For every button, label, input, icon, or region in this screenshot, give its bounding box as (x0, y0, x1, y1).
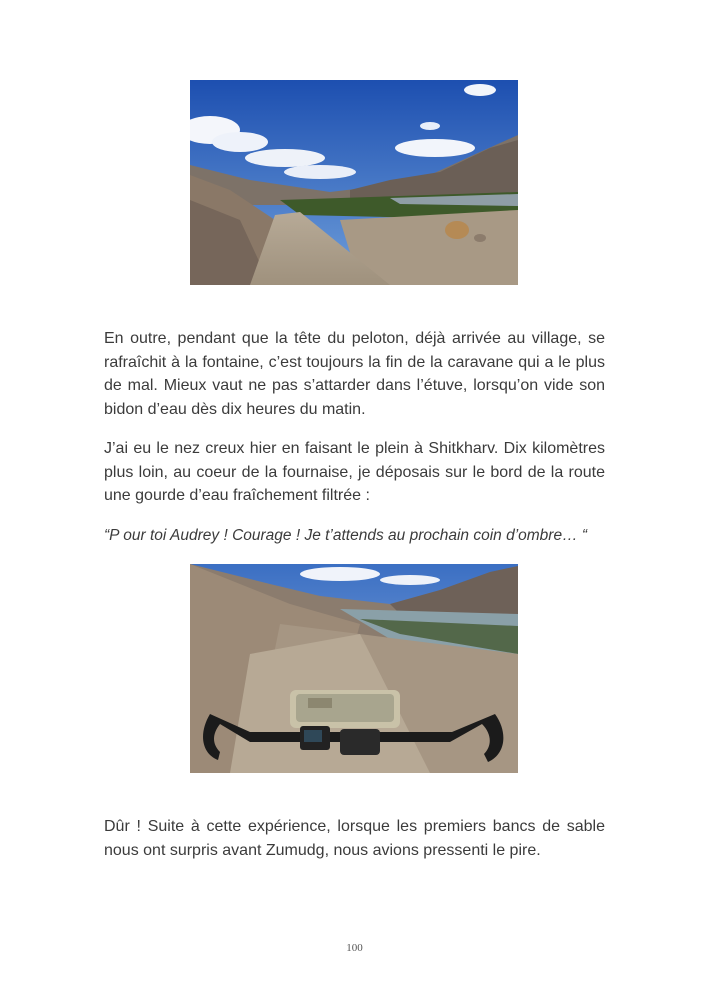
paragraph-3: Dûr ! Suite à cette expérience, lorsque les premiers bancs de sable nous ont surpris avant Zumudg, nous avions pressenti le pire. (104, 818, 605, 859)
paragraph-1: En outre, pendant que la tête du peloton, déjà arrivée au village, se rafraîchit à la fontaine, c’est toujours la fin de la caravane qui a le plus de mal. Mieux vaut ne pas s’attarder dans l’étuve, lorsqu’on vide son bidon d’eau dès dix heures du matin. (104, 330, 605, 418)
photo-mountain-road (190, 80, 518, 285)
photo-handlebar-road (190, 564, 518, 773)
page-number: 100 (346, 942, 363, 954)
paragraph-2: J’ai eu le nez creux hier en faisant le plein à Shitkharv. Dix kilomètres plus loin, au coeur de la fournaise, je déposais sur le bord de la route une gourde d’eau fraîchement filtrée : (104, 440, 605, 504)
quote-text: “P our toi Audrey ! Courage ! Je t’attends au prochain coin d’ombre… “ (104, 527, 588, 544)
